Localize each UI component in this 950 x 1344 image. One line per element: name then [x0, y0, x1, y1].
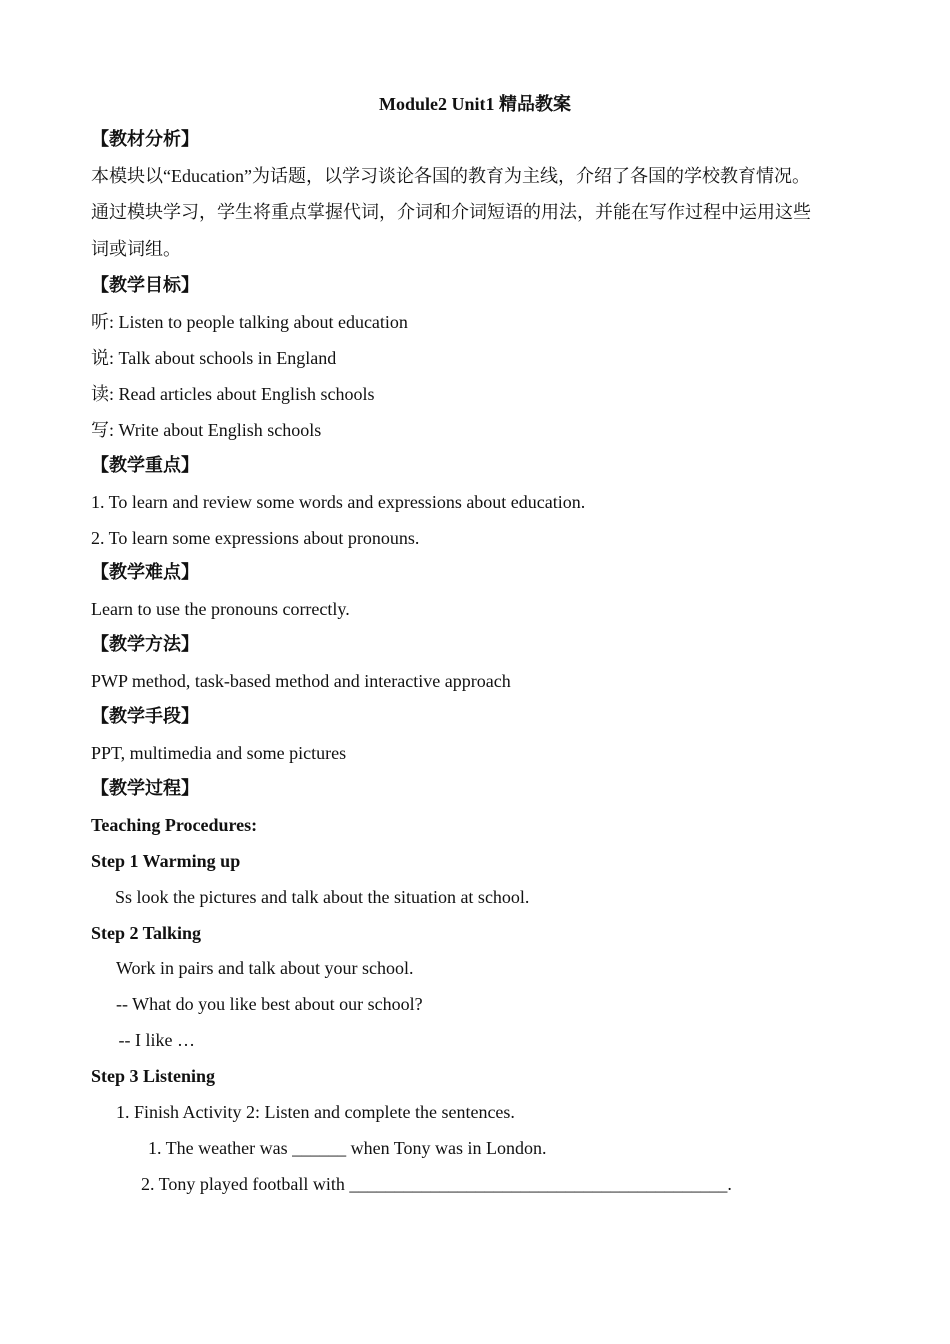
objective-speak-text: : Talk about schools in England	[109, 348, 337, 368]
heading-process: 【教学过程】	[91, 778, 199, 799]
step3-question-2: 2. Tony played football with __________________________________________.	[141, 1174, 732, 1194]
key-point-2: 2. To learn some expressions about pronouns.	[91, 528, 420, 548]
step1-title: Step 1 Warming up	[91, 851, 241, 871]
step3-title: Step 3 Listening	[91, 1066, 216, 1086]
heading-objectives: 【教学目标】	[91, 275, 199, 296]
heading-difficulties: 【教学难点】	[91, 562, 199, 583]
procedures-label: Teaching Procedures:	[91, 815, 258, 835]
analysis-line-1-en: “Education”	[163, 166, 252, 186]
analysis-line-3: 词或词组。	[91, 239, 181, 260]
step3-task: 1. Finish Activity 2: Listen and complete the sentences.	[116, 1102, 515, 1122]
analysis-line-1	[91, 164, 810, 189]
difficulties-text: Learn to use the pronouns correctly.	[91, 599, 350, 619]
objective-listen-label: 听	[91, 312, 109, 333]
step2-title: Step 2 Talking	[91, 923, 202, 943]
methods-text: PWP method, task-based method and interactive approach	[91, 671, 511, 691]
analysis-line-2: 通过模块学习，学生将重点掌握代词，介词和介词短语的用法，并能在写作过程中运用这些	[91, 202, 811, 223]
heading-analysis: 【教材分析】	[91, 129, 199, 150]
objective-listen	[91, 310, 408, 335]
heading-methods: 【教学方法】	[91, 634, 199, 655]
page-title: Module2 Unit1 精品教案	[378, 94, 571, 114]
objective-listen-text: : Listen to people talking about education	[109, 312, 408, 332]
step3-question-1: 1. The weather was ______ when Tony was in London.	[148, 1138, 547, 1158]
objective-write-label: 写	[91, 420, 109, 441]
step2-line-2: -- What do you like best about our school?	[116, 994, 423, 1014]
key-point-1: 1. To learn and review some words and expressions about education.	[91, 492, 586, 512]
objective-speak	[91, 346, 336, 371]
step1-text: Ss look the pictures and talk about the situation at school.	[115, 887, 530, 907]
analysis-line-1-a: 本模块以	[91, 166, 163, 187]
objective-read	[91, 382, 374, 407]
objective-speak-label: 说	[91, 348, 109, 369]
heading-key-points: 【教学重点】	[91, 455, 199, 476]
objective-read-label: 读	[91, 384, 109, 405]
heading-means: 【教学手段】	[91, 706, 199, 727]
objective-write	[91, 418, 321, 443]
means-text: PPT, multimedia and some pictures	[91, 743, 347, 763]
objective-write-text: : Write about English schools	[109, 420, 322, 440]
step2-line-3: -- I like …	[114, 1030, 195, 1050]
objective-read-text: : Read articles about English schools	[109, 384, 375, 404]
step2-line-1: Work in pairs and talk about your school.	[116, 958, 414, 978]
analysis-line-1-b: 为话题，以学习谈论各国的教育为主线，介绍了各国的学校教育情况。	[251, 166, 810, 187]
